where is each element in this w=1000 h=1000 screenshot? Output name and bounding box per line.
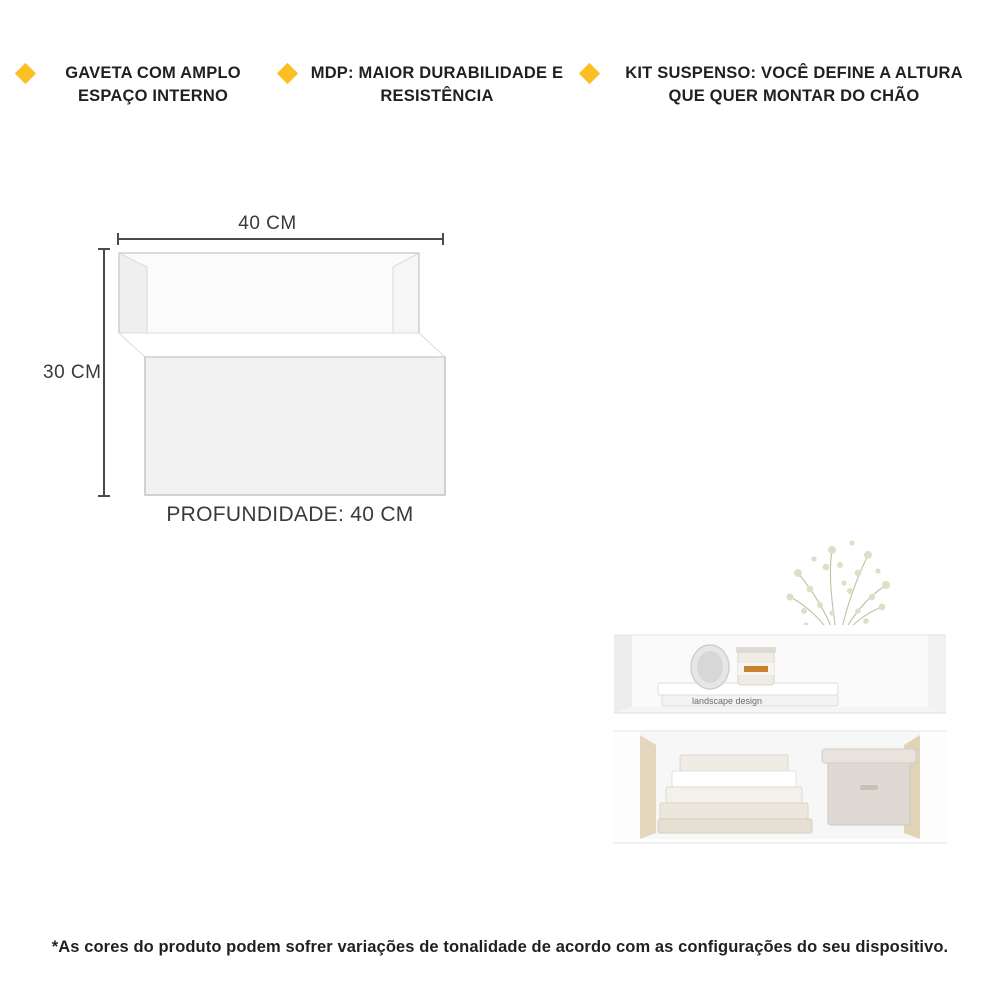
feature-label: KIT SUSPENSO: VOCÊ DEFINE A ALTURA QUE QUER MONTAR DO CHÃO <box>625 64 963 106</box>
diamond-bullet-icon <box>579 63 600 84</box>
book-spine-text: landscape design <box>692 696 763 706</box>
lower-shelf-decor <box>658 749 916 833</box>
feature-list <box>18 62 982 109</box>
feature-item <box>280 62 570 109</box>
feature-label: GAVETA COM AMPLO ESPAÇO INTERNO <box>65 64 241 106</box>
feature-label: MDP: MAIOR DURABILIDADE E RESISTÊNCIA <box>310 64 564 106</box>
dimension-diagram <box>43 205 495 545</box>
width-dimension-label: 40 CM <box>238 213 297 234</box>
diamond-bullet-icon <box>15 63 36 84</box>
footnote-text: *As cores do produto podem sofrer variações de tonalidade de acordo com as configurações do seu dispositivo. <box>51 938 949 956</box>
height-dimension-line <box>103 248 105 497</box>
product-line-drawing <box>117 247 447 507</box>
depth-dimension-label: PROFUNDIDADE: 40 CM <box>166 503 414 526</box>
height-dimension-label: 30 CM <box>43 362 102 383</box>
diamond-bullet-icon <box>277 63 298 84</box>
product-photo <box>600 455 990 885</box>
feature-item <box>18 62 268 109</box>
width-dimension-line <box>117 238 444 240</box>
feature-item <box>582 62 982 109</box>
